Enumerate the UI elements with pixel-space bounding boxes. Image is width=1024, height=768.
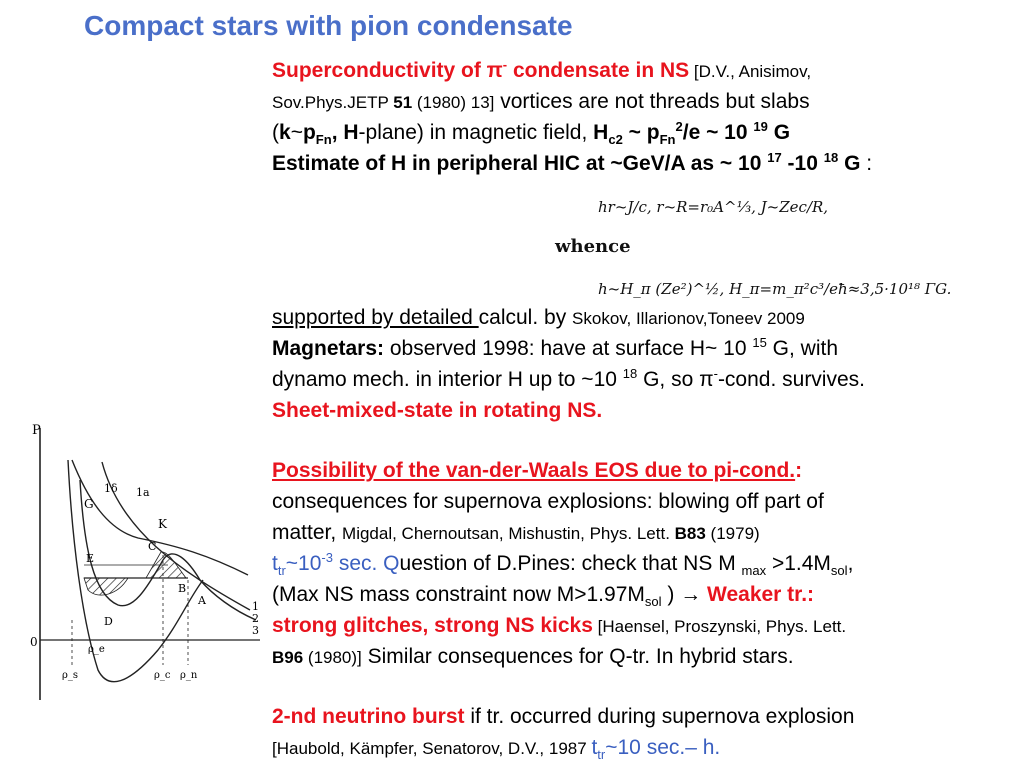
reference-anisimov: [D.V., Anisimov, <box>689 62 812 81</box>
page-title: Compact stars with pion condensate <box>84 10 573 41</box>
line-plane: ($k\sim p_{Fn}$, H-plane) in magnetic field, $H_{c2}$ ~ $p_{Fn}^2/e$ ~ 10 $^{19}$ G <box>272 119 791 148</box>
line-dynamo: dynamo mech. in interior H up to ~10 $^{18}$ G, so π--cond. survives. <box>272 366 865 391</box>
label-G: G <box>84 497 94 511</box>
label-rho-s: ρ_s <box>62 670 79 681</box>
label-1: 1 <box>252 600 259 613</box>
label-D: D <box>104 615 113 628</box>
line-glitches: strong glitches, strong NS kicks [Haensel, Proszynski, Phys. Lett. <box>272 614 847 637</box>
label-rho-c: ρ_c <box>154 670 171 681</box>
line-sheet-mixed: Sheet-mixed-state in rotating NS. <box>272 399 603 422</box>
formula-h: h~H_π (Ze²)^½, H_π=m_π²c³/eħ≈3,5·10¹⁸ ΓG. <box>598 280 952 298</box>
formula-hr: hr~J/c, r~R=r₀A^⅓, J~Zec/R, <box>598 198 829 216</box>
label-rho-n: ρ_n <box>180 670 198 681</box>
line-jetp: Sov.Phys.JETP 51 (1980) 13] vortices are not threads but slabs <box>272 90 810 113</box>
label-rho-e: ρ_e <box>88 644 105 655</box>
line-consequences: consequences for supernova explosions: blowing off part of <box>272 490 824 513</box>
curve-K <box>102 462 250 610</box>
line-neutrino: 2-nd neutrino burst if tr. occurred during supernova explosion <box>272 705 855 728</box>
label-1b: 1δ <box>104 482 118 495</box>
zero-label: 0 <box>30 635 38 649</box>
label-C: C <box>148 540 157 553</box>
line-matter: matter, Migdal, Chernoutsan, Mishustin, Phys. Lett. B83 (1979) <box>272 521 760 544</box>
line-haubold: [Haubold, Kämpfer, Senatorov, D.V., 1987 $t_{tr}\sim 10$ sec.– h. <box>272 736 721 763</box>
p-axis-label: P <box>32 423 41 438</box>
pressure-density-diagram <box>28 420 268 710</box>
label-B: B <box>178 582 187 595</box>
label-1a: 1a <box>136 486 150 499</box>
arrow-right-icon: → <box>680 583 702 606</box>
label-E: E <box>86 552 95 565</box>
line-max-ns: (Max NS mass constraint now $M>1.97M_{sol}$ ) → Weaker tr.: <box>272 583 815 610</box>
line-supported: supported by detailed calcul. by Skokov, Illarionov,Toneev 2009 <box>272 306 805 329</box>
line-vdw: Possibility of the van-der-Waals EOS due to pi-cond.: <box>272 459 803 482</box>
label-A: A <box>198 594 206 607</box>
reference-skokov: Skokov, Illarionov,Toneev 2009 <box>572 309 805 328</box>
line-b96: B96 (1980)] Similar consequences for Q-tr. In hybrid stars. <box>272 645 794 668</box>
line-ttr: $t_{tr}\sim 10^{-3}$ sec. Question of D.Pines: check that NS M $_{max} >1.4M_{sol}$, <box>272 550 854 579</box>
line-superconductivity: Superconductivity of π- condensate in NS [D.V., Anisimov, <box>272 57 812 82</box>
label-2: 2 <box>252 612 259 625</box>
label-3: 3 <box>252 624 259 637</box>
line-estimate: Estimate of H in peripheral HIC at ~GeV/A as ~ 10 $^{17}$ -10 $^{18}$ G : <box>272 150 873 175</box>
line-magnetars: Magnetars: observed 1998: have at surface H~ 10 $^{15}$ G, with <box>272 335 839 360</box>
superconductivity-heading: Superconductivity of π <box>272 59 503 82</box>
label-K: K <box>158 517 167 531</box>
hatched-region-left <box>84 578 128 595</box>
formula-whence: whence <box>555 236 631 257</box>
